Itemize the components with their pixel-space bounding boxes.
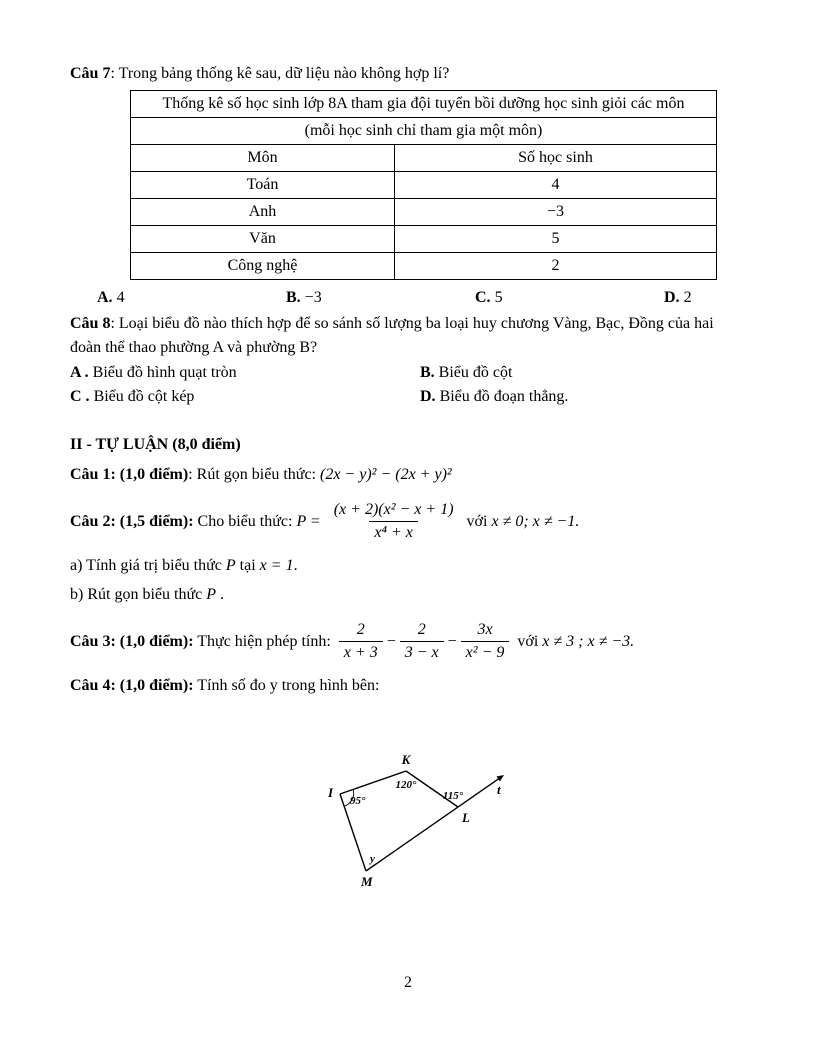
angle-label-I: 95°: [350, 795, 366, 807]
fraction-denominator: x⁴ + x: [369, 521, 418, 544]
q7-option-b-label: B.: [286, 289, 301, 306]
ray-arrowhead-icon: [497, 775, 505, 782]
essay-q2-lhs: P =: [296, 512, 325, 530]
q7-option-d-text: 2: [679, 289, 692, 306]
geometry-figure: [310, 750, 540, 902]
q3-fraction-3: [461, 619, 510, 664]
q8-option-b-label: B.: [420, 364, 435, 381]
q8-option-c-text: Biểu đồ cột kép: [89, 388, 195, 405]
table-header-row: [131, 145, 717, 172]
q7-option-b: [286, 286, 475, 310]
vertex-label-M: M: [361, 874, 373, 889]
essay-q3-condition: x ≠ 3 ; x ≠ −3.: [542, 632, 635, 650]
essay-q2-condition: x ≠ 0; x ≠ −1.: [491, 512, 580, 530]
essay-q2-prompt: Cho biểu thức:: [193, 512, 297, 530]
essay-question-1: [70, 463, 746, 487]
fraction-numerator: 2: [417, 621, 426, 638]
cell-subject: Công nghệ: [131, 253, 395, 280]
cell-count: 2: [395, 253, 717, 280]
q7-option-c: [475, 286, 664, 310]
question-7-label: Câu 7: [70, 65, 111, 82]
vertex-label-K: K: [401, 752, 411, 767]
q8-option-b: [420, 361, 746, 385]
part-a-text: a) Tính giá trị biểu thức: [70, 557, 226, 574]
question-8-label: Câu 8: [70, 315, 111, 332]
table-title-row-1: [131, 91, 717, 118]
q8-option-a-label: A .: [70, 364, 89, 381]
essay-q1-expression: (2x − y)² − (2x + y)²: [320, 466, 452, 483]
q8-option-c: [70, 385, 420, 409]
vertex-label-L: L: [462, 810, 470, 825]
essay-q3-label: Câu 3: (1,0 điểm):: [70, 632, 194, 650]
ray-label-t: t: [497, 782, 501, 797]
cell-count: −3: [395, 199, 717, 226]
q7-option-a-text: 4: [112, 289, 125, 306]
q7-option-c-label: C.: [475, 289, 491, 306]
table-row: [131, 226, 717, 253]
table-title-line2: (mỗi học sinh chỉ tham gia một môn): [131, 118, 717, 145]
fraction-numerator: 3x: [477, 621, 493, 638]
table-row: [131, 199, 717, 226]
geometry-figure-wrapper: [310, 750, 746, 910]
essay-q2-part-b: [70, 583, 746, 607]
q7-options: [97, 286, 746, 310]
q8-options: [70, 361, 746, 409]
q8-option-a: [70, 361, 420, 385]
part-b-var-P: P: [206, 586, 216, 603]
q8-option-c-label: C .: [70, 388, 90, 405]
q3-fraction-1: [339, 619, 383, 664]
essay-q4-prompt: Tính số đo y trong hình bên:: [193, 677, 380, 694]
fraction-denominator: x + 3: [339, 641, 383, 664]
essay-q2-condition-pre: với: [462, 512, 492, 530]
question-8: [70, 312, 746, 360]
cell-subject: Toán: [131, 172, 395, 199]
essay-question-4: [70, 674, 746, 698]
part-a-value: x = 1: [259, 557, 294, 574]
cell-subject: Văn: [131, 226, 395, 253]
table-header-subject: Môn: [131, 145, 395, 172]
question-7-prompt: : Trong bảng thống kê sau, dữ liệu nào không hợp lí?: [110, 65, 450, 82]
vertex-label-I: I: [328, 785, 334, 800]
q8-option-b-text: Biểu đồ cột: [434, 364, 513, 381]
essay-q1-label: Câu 1: (1,0 điểm): [70, 466, 189, 483]
fraction-denominator: x² − 9: [461, 641, 510, 664]
question-7: [70, 62, 746, 86]
cell-count: 5: [395, 226, 717, 253]
table-row: [131, 172, 717, 199]
q7-option-b-text: −3: [300, 289, 322, 306]
essay-q2-fraction: [329, 499, 459, 544]
table-title-line1: Thống kê số học sinh lớp 8A tham gia đội tuyển bồi dưỡng học sinh giỏi các môn: [131, 91, 717, 118]
page-number: 2: [404, 974, 412, 991]
part-a-var-P: P: [225, 557, 236, 574]
q3-minus-1: −: [386, 632, 396, 650]
q8-option-d-label: D.: [420, 388, 436, 405]
essay-q2-part-a: [70, 554, 746, 578]
q7-statistics-table: [130, 90, 717, 280]
cell-count: 4: [395, 172, 717, 199]
angle-label-M: y: [370, 853, 375, 865]
q7-option-d: [664, 286, 692, 310]
essay-q4-label: Câu 4: (1,0 điểm):: [70, 677, 194, 694]
part-b-end: .: [216, 586, 224, 603]
q7-option-a: [97, 286, 286, 310]
section-2-title: II - TỰ LUẬN (8,0 điểm): [70, 436, 241, 453]
fraction-denominator: 3 − x: [400, 641, 444, 664]
essay-q2-label: Câu 2: (1,5 điểm):: [70, 512, 194, 530]
angle-label-K: 120°: [395, 779, 417, 791]
part-a-mid: tại: [235, 557, 260, 574]
q8-option-a-text: Biểu đồ hình quạt tròn: [88, 364, 237, 381]
essay-q3-prompt: Thực hiện phép tính:: [193, 632, 335, 650]
table-header-count: Số học sinh: [395, 145, 717, 172]
fraction-numerator: (x + 2)(x² − x + 1): [333, 501, 454, 518]
angle-label-L: 115°: [442, 790, 464, 802]
q8-option-d: [420, 385, 746, 409]
fraction-numerator: 2: [356, 621, 365, 638]
part-b-text: b) Rút gọn biểu thức: [70, 586, 207, 603]
essay-q3-condition-pre: với: [513, 632, 543, 650]
essay-question-2: [70, 499, 746, 544]
q8-option-d-text: Biểu đồ đoạn thẳng.: [435, 388, 569, 405]
question-8-prompt: : Loại biểu đồ nào thích hợp để so sánh số lượng ba loại huy chương Vàng, Bạc, Đồng của hai đoàn thể thao phường A và phường B?: [70, 315, 714, 356]
cell-subject: Anh: [131, 199, 395, 226]
q3-fraction-2: [400, 619, 444, 664]
q7-option-c-text: 5: [490, 289, 503, 306]
q3-minus-2: −: [447, 632, 457, 650]
essay-question-3: [70, 619, 746, 664]
q7-option-a-label: A.: [97, 289, 113, 306]
part-a-end: .: [293, 557, 298, 574]
table-row: [131, 253, 717, 280]
essay-q1-prompt: : Rút gọn biểu thức:: [188, 466, 320, 483]
q7-option-d-label: D.: [664, 289, 680, 306]
table-title-row-2: [131, 118, 717, 145]
